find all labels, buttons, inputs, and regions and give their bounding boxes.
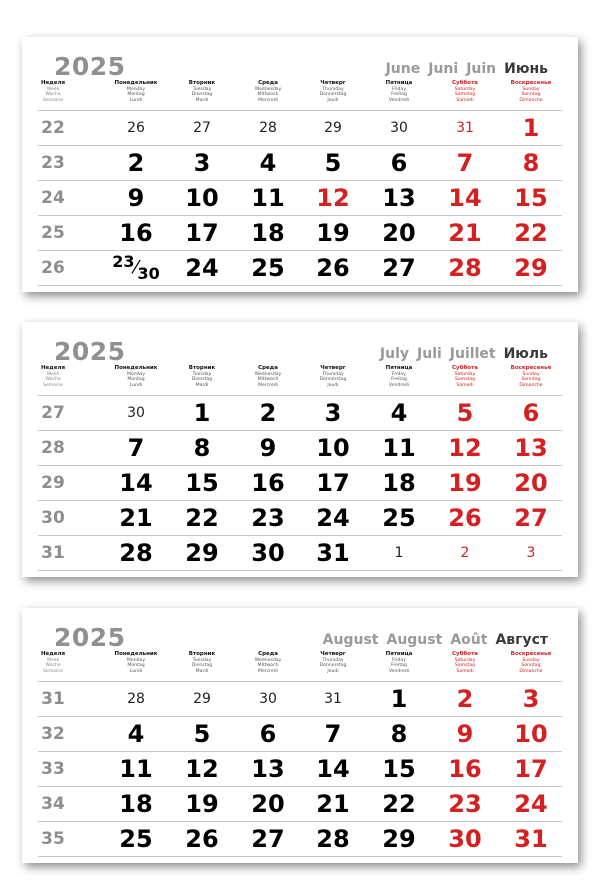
day-cell: 15 bbox=[185, 469, 219, 497]
day-header bbox=[501, 366, 561, 388]
day-cell: 24 bbox=[185, 254, 219, 282]
day-header-line: Пятница bbox=[385, 80, 413, 86]
day-cell: 28 bbox=[259, 120, 277, 136]
day-header-line: Monday bbox=[126, 86, 146, 92]
day-header-line: Dimanche bbox=[519, 97, 543, 103]
day-cell: 18 bbox=[382, 469, 416, 497]
day-header-line: Dimanche bbox=[519, 382, 543, 388]
weekend-day-cell: 3 bbox=[522, 685, 540, 713]
month-name: Juillet bbox=[449, 346, 496, 362]
day-cell: 30 bbox=[390, 120, 408, 136]
weekend-day-cell: 31 bbox=[514, 825, 548, 853]
day-cell: 27 bbox=[251, 825, 285, 853]
day-cell: 30 bbox=[259, 691, 277, 707]
day-cell: 27 bbox=[193, 120, 211, 136]
day-header-line: Четверг bbox=[320, 365, 346, 371]
year-label: 2025 bbox=[54, 623, 126, 652]
day-cell: 16 bbox=[119, 219, 153, 247]
day-cell: 25 bbox=[119, 825, 153, 853]
day-header-line: Воскресенье bbox=[510, 80, 552, 86]
day-header-line: Sunday bbox=[522, 371, 540, 377]
month-names bbox=[315, 632, 548, 648]
day-cell: 29 bbox=[324, 120, 342, 136]
day-cell: 13 bbox=[251, 755, 285, 783]
day-cell: 1 bbox=[193, 399, 211, 427]
weekend-day-cell: 14 bbox=[448, 184, 482, 212]
day-header-line: Jeudi bbox=[327, 97, 339, 103]
week-row bbox=[38, 822, 562, 857]
day-header bbox=[172, 652, 232, 674]
day-cell: 31 bbox=[324, 691, 342, 707]
day-header-line: Donnerstag bbox=[319, 92, 347, 97]
day-cell: 15 bbox=[382, 755, 416, 783]
week-number: 32 bbox=[41, 724, 65, 744]
day-header-line: Воскресенье bbox=[510, 651, 552, 657]
weekend-day-cell: 20 bbox=[514, 469, 548, 497]
day-cell: 19 bbox=[316, 219, 350, 247]
calendar-card bbox=[22, 37, 578, 292]
day-header-line: Четверг bbox=[320, 80, 346, 86]
week-number: 30 bbox=[41, 508, 65, 528]
day-header-line: Montag bbox=[127, 663, 145, 668]
month-name: August bbox=[322, 632, 379, 648]
weekend-day-cell: 31 bbox=[456, 120, 474, 136]
day-header bbox=[435, 366, 495, 388]
day-header-line: Среда bbox=[258, 365, 278, 371]
weekend-day-cell: 24 bbox=[514, 790, 548, 818]
day-header-line: Dimanche bbox=[519, 668, 543, 674]
week-number: 33 bbox=[41, 759, 65, 779]
weekend-day-cell: 17 bbox=[514, 755, 548, 783]
week-grid bbox=[38, 110, 562, 286]
day-header-line: Montag bbox=[127, 377, 145, 382]
day-header-line: Semaine bbox=[42, 668, 64, 674]
day-header-line: Woche bbox=[45, 377, 61, 382]
day-cell: 6 bbox=[390, 149, 408, 177]
day-header-line: Tuesday bbox=[192, 371, 212, 377]
week-row bbox=[38, 501, 562, 536]
day-header-line: Wednesday bbox=[254, 657, 282, 663]
day-cell: 14 bbox=[119, 469, 153, 497]
year-label: 2025 bbox=[54, 337, 126, 366]
day-cell: 29 bbox=[382, 825, 416, 853]
day-header bbox=[172, 366, 232, 388]
month-name-ru: Август bbox=[495, 632, 548, 648]
month-names bbox=[372, 346, 548, 362]
week-row bbox=[38, 536, 562, 571]
month-name: Juin bbox=[466, 61, 497, 77]
month-name: Juli bbox=[417, 346, 442, 362]
day-cell: 11 bbox=[251, 184, 285, 212]
day-cell: 5 bbox=[324, 149, 342, 177]
day-header-line: Friday bbox=[392, 657, 406, 663]
day-header-line: Samstag bbox=[454, 377, 476, 382]
day-cell: 13 bbox=[382, 184, 416, 212]
day-header-line: Sunday bbox=[522, 86, 540, 92]
weekend-day-cell: 29 bbox=[514, 254, 548, 282]
month-name-ru: Июнь bbox=[504, 61, 548, 77]
day-header-line: Samedi bbox=[456, 382, 474, 388]
day-header-line: Воскресенье bbox=[510, 365, 552, 371]
week-grid bbox=[38, 395, 562, 571]
day-cell: 28 bbox=[127, 691, 145, 707]
day-cell: 3 bbox=[324, 399, 342, 427]
day-header-line: Wednesday bbox=[254, 86, 282, 92]
week-number: 35 bbox=[41, 829, 65, 849]
day-cell: 11 bbox=[382, 434, 416, 462]
day-cell: 4 bbox=[259, 149, 277, 177]
day-header-line: Sonntag bbox=[521, 92, 541, 97]
week-number: 31 bbox=[41, 543, 65, 563]
day-header-line: Monday bbox=[126, 657, 146, 663]
day-header-line: Среда bbox=[258, 651, 278, 657]
day-header-line: Lundi bbox=[129, 668, 143, 674]
day-header-line: Woche bbox=[45, 663, 61, 668]
day-header-line: Понедельник bbox=[114, 80, 158, 86]
day-header bbox=[172, 81, 232, 103]
day-header-line: Freitag bbox=[391, 377, 407, 382]
day-header bbox=[369, 366, 429, 388]
calendar-header bbox=[22, 37, 578, 81]
day-cell: 7 bbox=[127, 434, 145, 462]
day-header-line: Freitag bbox=[391, 92, 407, 97]
day-header-line: Mittwoch bbox=[257, 377, 279, 382]
day-header-line: Thursday bbox=[322, 371, 344, 377]
day-cell: 29 bbox=[193, 691, 211, 707]
day-header bbox=[238, 366, 298, 388]
month-name: August bbox=[386, 632, 443, 648]
day-header-line: Суббота bbox=[452, 80, 478, 86]
month-name: July bbox=[379, 346, 410, 362]
day-cell: 10 bbox=[185, 184, 219, 212]
month-name: Juni bbox=[428, 61, 459, 77]
day-header-line: Saturday bbox=[454, 86, 476, 92]
month-name: June bbox=[385, 61, 421, 77]
weekend-day-cell: 10 bbox=[514, 720, 548, 748]
calendar-card bbox=[22, 322, 578, 577]
weekend-day-cell: 12 bbox=[448, 434, 482, 462]
day-cell: 7 bbox=[324, 720, 342, 748]
day-header-line: Пятница bbox=[385, 651, 413, 657]
day-header-line: Vendredi bbox=[388, 668, 410, 674]
day-header-line: Samstag bbox=[454, 92, 476, 97]
month-name-ru: Июль bbox=[503, 346, 548, 362]
weekend-day-cell: 2 bbox=[456, 685, 474, 713]
month-name: Août bbox=[450, 632, 488, 648]
weekend-day-cell: 5 bbox=[456, 399, 474, 427]
day-header-line: Monday bbox=[126, 371, 146, 377]
day-cell: 26 bbox=[185, 825, 219, 853]
weekend-day-cell: 21 bbox=[448, 219, 482, 247]
day-cell: 25 bbox=[382, 504, 416, 532]
week-number: 27 bbox=[41, 403, 65, 423]
day-header bbox=[238, 81, 298, 103]
day-header-line: Суббота bbox=[452, 651, 478, 657]
day-header-line: Week bbox=[46, 371, 60, 377]
day-header-line: Freitag bbox=[391, 663, 407, 668]
weekend-day-cell: 16 bbox=[448, 755, 482, 783]
week-row bbox=[38, 181, 562, 216]
day-cell: 1 bbox=[390, 685, 408, 713]
day-header-line: Week bbox=[46, 86, 60, 92]
day-header-line: Вторник bbox=[188, 365, 216, 371]
day-header-line: Mardi bbox=[195, 382, 209, 388]
day-header-line: Lundi bbox=[129, 97, 143, 103]
day-cell: 18 bbox=[251, 219, 285, 247]
day-cell bbox=[106, 251, 166, 285]
day-header-line: Dienstag bbox=[191, 377, 213, 382]
day-header-line: Lundi bbox=[129, 382, 143, 388]
day-header-line: Thursday bbox=[322, 657, 344, 663]
week-number: 28 bbox=[41, 438, 65, 458]
day-header-line: Dienstag bbox=[191, 92, 213, 97]
day-cell: 28 bbox=[119, 539, 153, 567]
day-header-line: Semaine bbox=[42, 97, 64, 103]
weekend-day-cell: 7 bbox=[456, 149, 474, 177]
weekend-day-cell: 26 bbox=[448, 504, 482, 532]
day-header bbox=[369, 652, 429, 674]
day-cell: 4 bbox=[390, 399, 408, 427]
day-cell: 17 bbox=[185, 219, 219, 247]
day-header-line: Неделя bbox=[40, 651, 66, 657]
day-header-line: Week bbox=[46, 657, 60, 663]
week-number: 24 bbox=[41, 188, 65, 208]
day-header bbox=[435, 652, 495, 674]
weekend-day-cell: 8 bbox=[522, 149, 540, 177]
day-header-line: Sonntag bbox=[521, 377, 541, 382]
day-cell: 31 bbox=[316, 539, 350, 567]
week-row bbox=[38, 752, 562, 787]
day-cell: 21 bbox=[119, 504, 153, 532]
day-cell: 25 bbox=[251, 254, 285, 282]
day-cell: 10 bbox=[316, 434, 350, 462]
day-cell: 2 bbox=[259, 399, 277, 427]
weekend-day-cell: 12 bbox=[316, 184, 350, 212]
calendar-header bbox=[22, 608, 578, 652]
day-header-line: Wednesday bbox=[254, 371, 282, 377]
day-cell: 9 bbox=[259, 434, 277, 462]
weekend-day-cell: 28 bbox=[448, 254, 482, 282]
day-cell: 18 bbox=[119, 790, 153, 818]
day-header-line: Вторник bbox=[188, 651, 216, 657]
month-names bbox=[378, 61, 548, 77]
day-cell: 9 bbox=[127, 184, 145, 212]
week-grid bbox=[38, 681, 562, 857]
day-cell: 26 bbox=[127, 120, 145, 136]
day-header bbox=[106, 81, 166, 103]
day-header-line: Вторник bbox=[188, 80, 216, 86]
week-row bbox=[38, 146, 562, 181]
weekend-day-cell: 15 bbox=[514, 184, 548, 212]
day-cell: 5 bbox=[193, 720, 211, 748]
day-header bbox=[435, 81, 495, 103]
day-header-line: Неделя bbox=[40, 365, 66, 371]
day-header-line: Mittwoch bbox=[257, 92, 279, 97]
weekend-day-cell: 23 bbox=[448, 790, 482, 818]
weekend-day-cell: 19 bbox=[448, 469, 482, 497]
weekend-day-cell: 6 bbox=[522, 399, 540, 427]
day-header-line: Dienstag bbox=[191, 663, 213, 668]
week-row bbox=[38, 466, 562, 501]
day-cell: 1 bbox=[394, 545, 404, 561]
day-header-line: Mercredi bbox=[258, 97, 278, 103]
calendar-header bbox=[22, 322, 578, 366]
weekend-day-cell: 22 bbox=[514, 219, 548, 247]
day-cell: 4 bbox=[127, 720, 145, 748]
day-header-line: Friday bbox=[392, 371, 406, 377]
week-row bbox=[38, 682, 562, 717]
day-header-line: Неделя bbox=[40, 80, 66, 86]
day-cell: 24 bbox=[316, 504, 350, 532]
day-cell: 14 bbox=[316, 755, 350, 783]
week-row bbox=[38, 111, 562, 146]
day-cell: 2 bbox=[127, 149, 145, 177]
weekend-day-cell: 3 bbox=[526, 545, 536, 561]
day-cell: 8 bbox=[390, 720, 408, 748]
day-cell: 3 bbox=[193, 149, 211, 177]
day-header-line: Tuesday bbox=[192, 657, 212, 663]
week-row bbox=[38, 431, 562, 466]
day-header-line: Sunday bbox=[522, 657, 540, 663]
week-number: 26 bbox=[41, 258, 65, 278]
day-header bbox=[303, 652, 363, 674]
day-header bbox=[106, 366, 166, 388]
day-cell: 8 bbox=[193, 434, 211, 462]
week-number: 22 bbox=[41, 118, 65, 138]
day-header-line: Jeudi bbox=[327, 668, 339, 674]
day-header-line: Среда bbox=[258, 80, 278, 86]
day-cell: 26 bbox=[316, 254, 350, 282]
date-slash: ⁄ bbox=[134, 257, 138, 278]
day-header bbox=[501, 81, 561, 103]
day-number-first: 23 bbox=[112, 252, 135, 271]
day-number-second: 30 bbox=[137, 264, 160, 283]
day-cell: 29 bbox=[185, 539, 219, 567]
day-header bbox=[303, 81, 363, 103]
day-cell: 17 bbox=[316, 469, 350, 497]
day-header bbox=[238, 652, 298, 674]
day-cell: 27 bbox=[382, 254, 416, 282]
day-cell: 21 bbox=[316, 790, 350, 818]
week-row bbox=[38, 396, 562, 431]
day-header-line: Понедельник bbox=[114, 651, 158, 657]
day-header-line: Donnerstag bbox=[319, 377, 347, 382]
day-header-line: Samedi bbox=[456, 668, 474, 674]
day-header-line: Mittwoch bbox=[257, 663, 279, 668]
calendar-card bbox=[22, 608, 578, 863]
week-number: 34 bbox=[41, 794, 65, 814]
day-header-line: Friday bbox=[392, 86, 406, 92]
week-number: 23 bbox=[41, 153, 65, 173]
day-header bbox=[23, 366, 83, 388]
day-cell: 6 bbox=[259, 720, 277, 748]
day-cell: 20 bbox=[251, 790, 285, 818]
day-header-line: Пятница bbox=[385, 365, 413, 371]
day-header-line: Суббота bbox=[452, 365, 478, 371]
day-header-line: Samstag bbox=[454, 663, 476, 668]
day-header bbox=[106, 652, 166, 674]
year-label: 2025 bbox=[54, 52, 126, 81]
day-cell: 20 bbox=[382, 219, 416, 247]
day-header-line: Woche bbox=[45, 92, 61, 97]
day-cell: 23 bbox=[251, 504, 285, 532]
week-number: 29 bbox=[41, 473, 65, 493]
day-header-line: Thursday bbox=[322, 86, 344, 92]
day-header-line: Vendredi bbox=[388, 97, 410, 103]
day-cell: 19 bbox=[185, 790, 219, 818]
day-cell: 22 bbox=[185, 504, 219, 532]
day-header bbox=[23, 652, 83, 674]
weekend-day-cell: 1 bbox=[522, 114, 540, 142]
day-header bbox=[501, 652, 561, 674]
day-header-line: Vendredi bbox=[388, 382, 410, 388]
day-header bbox=[303, 366, 363, 388]
day-header-line: Semaine bbox=[42, 382, 64, 388]
day-header-line: Saturday bbox=[454, 371, 476, 377]
week-number: 31 bbox=[41, 689, 65, 709]
day-cell: 11 bbox=[119, 755, 153, 783]
day-header-line: Mercredi bbox=[258, 668, 278, 674]
week-number: 25 bbox=[41, 223, 65, 243]
day-header-line: Mardi bbox=[195, 97, 209, 103]
day-cell: 30 bbox=[251, 539, 285, 567]
weekend-day-cell: 13 bbox=[514, 434, 548, 462]
day-cell: 28 bbox=[316, 825, 350, 853]
day-header-line: Mardi bbox=[195, 668, 209, 674]
day-header-line: Четверг bbox=[320, 651, 346, 657]
week-row bbox=[38, 717, 562, 752]
day-header-line: Tuesday bbox=[192, 86, 212, 92]
week-row bbox=[38, 787, 562, 822]
day-header-line: Samedi bbox=[456, 97, 474, 103]
day-header-line: Понедельник bbox=[114, 365, 158, 371]
day-header bbox=[369, 81, 429, 103]
weekend-day-cell: 2 bbox=[460, 545, 470, 561]
day-header-line: Montag bbox=[127, 92, 145, 97]
week-row bbox=[38, 216, 562, 251]
day-header-line: Donnerstag bbox=[319, 663, 347, 668]
weekend-day-cell: 30 bbox=[448, 825, 482, 853]
day-cell: 16 bbox=[251, 469, 285, 497]
day-header bbox=[23, 81, 83, 103]
weekend-day-cell: 27 bbox=[514, 504, 548, 532]
day-header-line: Mercredi bbox=[258, 382, 278, 388]
day-cell: 30 bbox=[127, 405, 145, 421]
day-cell: 12 bbox=[185, 755, 219, 783]
day-header-line: Jeudi bbox=[327, 382, 339, 388]
day-cell: 22 bbox=[382, 790, 416, 818]
day-header-line: Saturday bbox=[454, 657, 476, 663]
week-row bbox=[38, 251, 562, 286]
day-header-line: Sonntag bbox=[521, 663, 541, 668]
weekend-day-cell: 9 bbox=[456, 720, 474, 748]
